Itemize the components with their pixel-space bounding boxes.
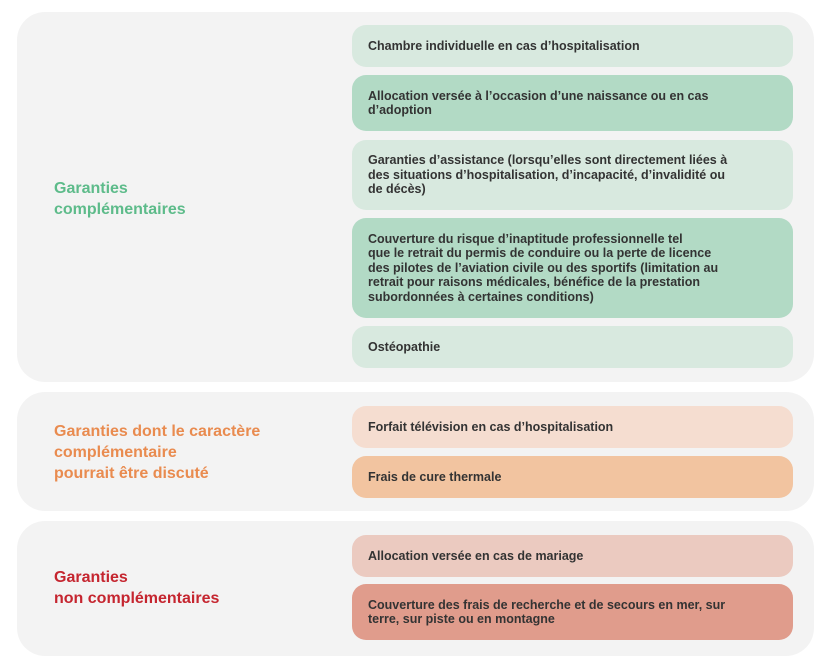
item-birth-allowance: [352, 75, 793, 131]
item-thermal-cure: [352, 456, 793, 498]
group-title-non-complementary: Garanties non complémentaires: [54, 569, 220, 607]
item-assistance: [352, 140, 793, 210]
item-marriage-allowance: [352, 535, 793, 577]
group-debatable: [17, 392, 814, 511]
item-inaptitude-coverage: [352, 218, 793, 318]
item-label: Ostéopathie: [368, 339, 441, 354]
group-non-complementary: [17, 521, 814, 656]
item-label: Allocation versée à l’occasion d’une naissance ou en cas d’adoption: [368, 88, 709, 117]
item-label: Forfait télévision en cas d’hospitalisation: [368, 419, 614, 434]
group-complementary: [17, 12, 814, 382]
item-label: Allocation versée en cas de mariage: [368, 548, 584, 563]
group-title-complementary: Garanties complémentaires: [54, 180, 186, 218]
item-label: Couverture du risque d’inaptitude professionnelle tel que le retrait du permis de conduire ou la perte de licence des pilotes de l’aviation civile ou des sportifs (limitation au retrait pour raisons médicales, bénéfice de la prestation subordonnées à certaines conditions): [368, 231, 719, 304]
item-rescue-costs: [352, 584, 793, 640]
item-tv-package: [352, 406, 793, 448]
item-osteopathy: [352, 326, 793, 368]
item-label: Garanties d’assistance (lorsqu’elles sont directement liées à des situations d’hospitalisation, d’incapacité, d’invalidité ou de décès): [368, 153, 728, 197]
item-label: Chambre individuelle en cas d’hospitalisation: [368, 38, 640, 53]
item-label: Frais de cure thermale: [368, 469, 502, 484]
group-title-debatable: Garanties dont le caractère complémentaire pourrait être discuté: [54, 423, 261, 482]
item-private-room: [352, 25, 793, 67]
item-label: Couverture des frais de recherche et de secours en mer, sur terre, sur piste ou en montagne: [368, 597, 726, 626]
